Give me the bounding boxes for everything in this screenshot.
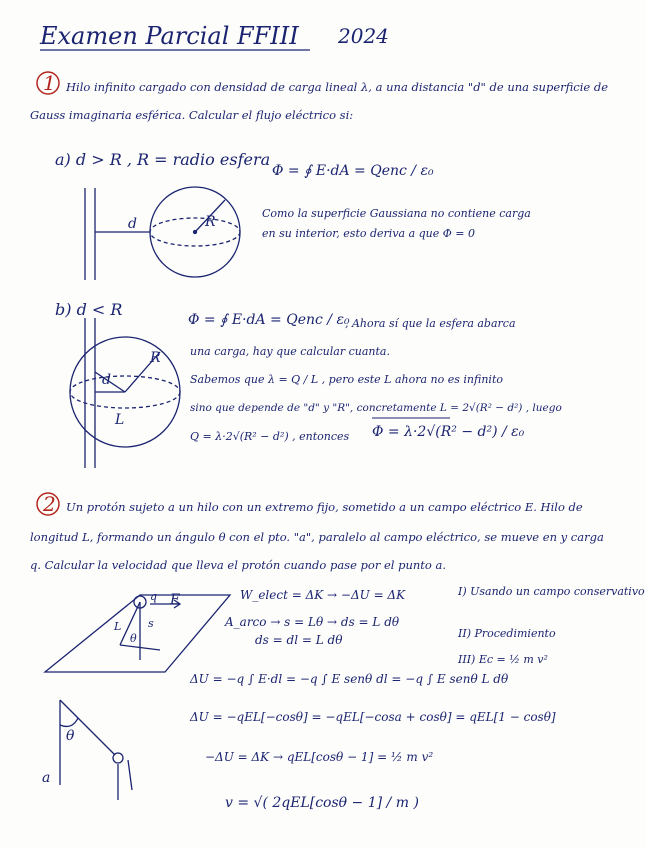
fig-a-d: d [128, 216, 137, 232]
q1a-label: a) d > R , R = radio esfera [55, 150, 271, 169]
q1b-text-2: una carga, hay que calcular cuanta. [190, 345, 390, 358]
q2-note-2: II) Procedimiento [458, 627, 556, 640]
figure-b [70, 318, 180, 468]
q1b-text-4: sino que depende de "d" y "R", concretamente L = 2√(R² − d²) , luego [190, 402, 562, 414]
fig-b-R: R [150, 350, 161, 366]
q2-statement-1: Un protón sujeto a un hilo con un extremo fijo, sometido a un campo eléctrico E. Hilo de [66, 500, 583, 514]
q1b-label: b) d < R [55, 300, 123, 319]
fig-q2-a: a [42, 770, 51, 786]
figure-a [85, 187, 240, 280]
q2-note-3: III) Ec = ½ m v² [458, 653, 548, 666]
fig-q2-theta: θ [130, 632, 137, 645]
figure-q2-plane [45, 595, 230, 672]
q2-eq-5: ΔU = −qEL[−cosθ] = −qEL[−cosa + cosθ] = qEL[1 − cosθ] [190, 710, 556, 724]
q1b-text-5: Q = λ·2√(R² − d²) , entonces [190, 430, 350, 443]
year: 2024 [338, 24, 389, 48]
q2-eq-7: v = √( 2qEL[cosθ − 1] / m ) [225, 795, 419, 811]
q1-number: 1 [43, 71, 56, 95]
q2-eq-3: ds = dl = L dθ [255, 633, 343, 647]
q1a-formula: Φ = ∮ E·dA = Qenc / ε₀ [272, 163, 434, 179]
fig-b-d: d [102, 372, 111, 388]
fig-q2-q: q [150, 590, 158, 603]
fig-q2-E: E [170, 592, 181, 608]
fig-a-R: R [205, 214, 216, 230]
q2-number: 2 [43, 492, 56, 516]
figure-q2-pendulum [60, 700, 132, 800]
q1-statement-2: Gauss imaginaria esférica. Calcular el flujo eléctrico si: [30, 108, 354, 122]
q2-statement-3: q. Calcular la velocidad que lleva el protón cuando pase por el punto a. [30, 558, 447, 572]
q1-statement-1: Hilo infinito cargado con densidad de carga lineal λ, a una distancia "d" de una superficie de [66, 80, 609, 94]
fig-q2-s: s [148, 617, 154, 630]
q1b-result: Φ = λ·2√(R² − d²) / ε₀ [372, 424, 525, 440]
q1a-text-2: en su interior, esto deriva a que Φ = 0 [262, 227, 475, 240]
q1b-formula: Φ = ∮ E·dA = Qenc / ε₀ [188, 312, 350, 328]
q1a-text-1: Como la superficie Gaussiana no contiene carga [262, 207, 531, 220]
page-title: Examen Parcial FFIII [40, 22, 299, 50]
q1b-text-1: , Ahora sí que la esfera abarca [345, 317, 516, 330]
q2-eq-2: A_arco → s = Lθ → ds = L dθ [225, 615, 400, 629]
q1b-text-3: Sabemos que λ = Q / L , pero este L ahora no es infinito [190, 373, 503, 386]
q2-eq-1: W_elect = ΔK → −ΔU = ΔK [240, 588, 406, 602]
fig-b-L: L [115, 412, 125, 428]
fig-q2-pendulum-theta: θ [66, 728, 75, 744]
q2-eq-6: −ΔU = ΔK → qEL[cosθ − 1] = ½ m v² [205, 750, 434, 764]
q2-statement-2: longitud L, formando un ángulo θ con el pto. "a", paralelo al campo eléctrico, se mueve en y carga [30, 530, 604, 544]
q2-eq-4: ΔU = −q ∫ E·dl = −q ∫ E senθ dl = −q ∫ E senθ L dθ [190, 672, 509, 686]
fig-q2-L: L [114, 620, 122, 633]
q2-note-1: I) Usando un campo conservativo [458, 585, 645, 598]
